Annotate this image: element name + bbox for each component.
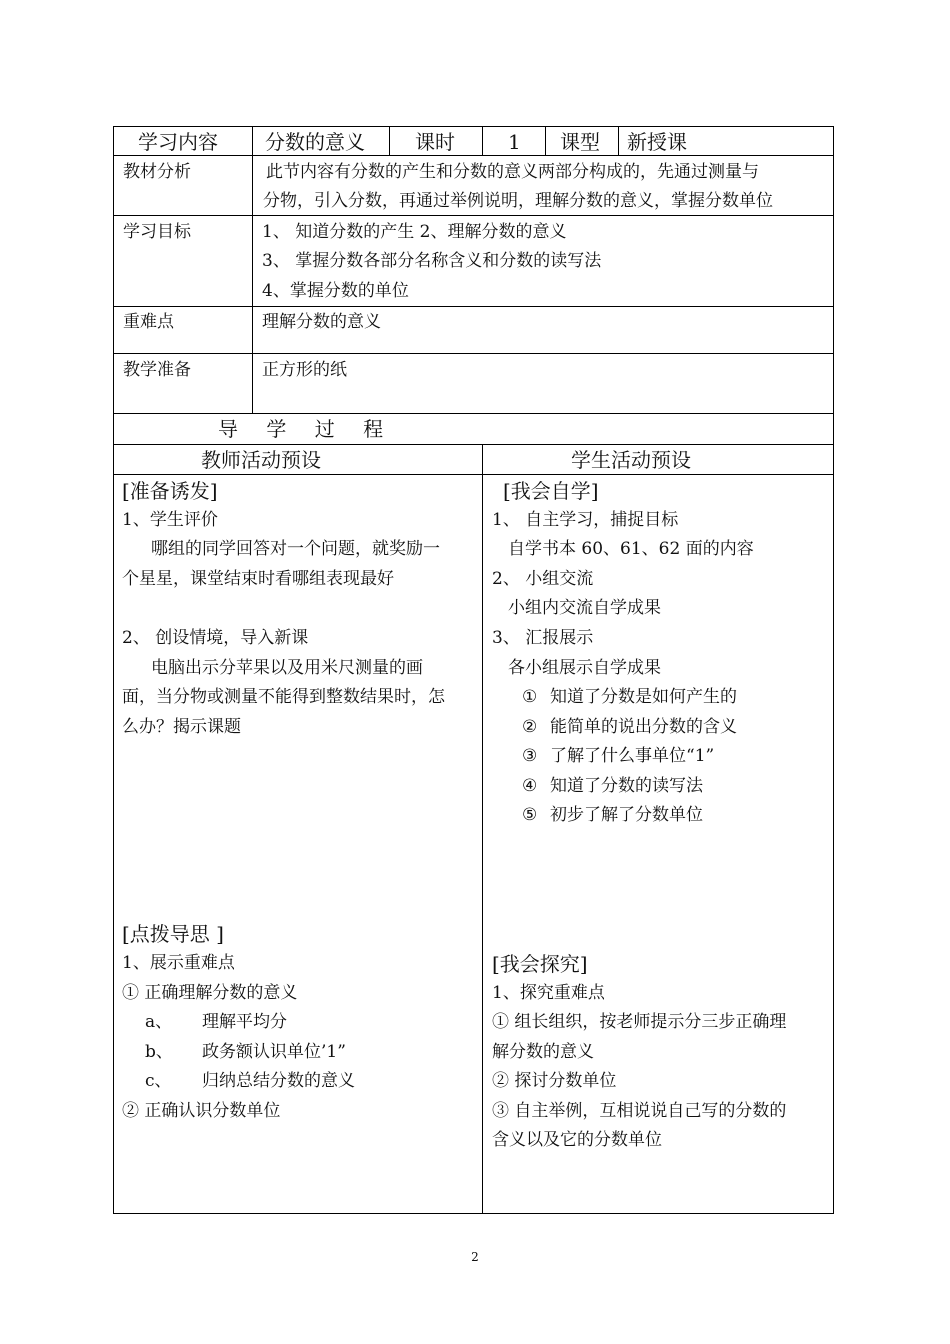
outcome-text: 初步了解了分数单位 xyxy=(550,805,703,825)
student-text: 自学书本 60、61、62 面的内容 xyxy=(508,539,754,559)
content-label: 学习内容 xyxy=(138,130,218,154)
teacher-header: 教师活动预设 xyxy=(201,448,321,472)
student-header: 学生活动预设 xyxy=(571,448,691,472)
teacher-text: 个星星，课堂结束时看哪组表现最好 xyxy=(122,569,394,589)
teacher-sub-mark: b、 xyxy=(145,1042,173,1062)
col-divider xyxy=(252,126,253,414)
teacher-text: 哪组的同学回答对一个问题，就奖励一 xyxy=(151,539,440,559)
outcome-text: 了解了什么事单位“1” xyxy=(550,746,715,766)
teacher-section1-title: [准备诱发] xyxy=(122,479,218,503)
student-text: ① 组长组织，按老师提示分三步正确理 xyxy=(492,1012,787,1032)
teacher-sub: ② 正确认识分数单位 xyxy=(122,1101,281,1121)
student-item: 2、 小组交流 xyxy=(492,569,594,589)
student-text: ③ 自主举例，互相说说自己写的分数的 xyxy=(492,1101,787,1121)
goal-line: 1、 知道分数的产生 2、理解分数的意义 xyxy=(262,222,567,242)
col-divider xyxy=(618,126,619,156)
outcome-text: 能简单的说出分数的含义 xyxy=(550,717,737,737)
teacher-sub-mark: c、 xyxy=(145,1071,172,1091)
period-label: 课时 xyxy=(415,130,455,154)
content-value: 分数的意义 xyxy=(265,130,365,154)
page-number: 2 xyxy=(471,1250,479,1264)
student-section1-title: [我会自学] xyxy=(503,479,599,503)
goal-line: 3、 掌握分数各部分名称含义和分数的读写法 xyxy=(262,251,602,271)
preparation-label: 教学准备 xyxy=(123,360,191,380)
teacher-sub-text: 政务额认识单位’1” xyxy=(202,1042,346,1062)
student-section2-title: [我会探究] xyxy=(492,952,588,976)
student-item: 1、 自主学习，捕捉目标 xyxy=(492,510,679,530)
col-divider xyxy=(545,126,546,156)
col-divider xyxy=(482,444,483,1214)
goals-label: 学习目标 xyxy=(123,222,191,242)
outcome-mark: ① xyxy=(522,687,538,707)
student-item: 3、 汇报展示 xyxy=(492,628,594,648)
row-divider xyxy=(113,444,834,445)
process-title: 导 学 过 程 xyxy=(218,417,384,441)
student-text: 小组内交流自学成果 xyxy=(508,598,661,618)
row-divider xyxy=(113,474,834,475)
teacher-text: 么办？揭示课题 xyxy=(122,717,241,737)
analysis-line: 此节内容有分数的产生和分数的意义两部分构成的，先通过测量与 xyxy=(266,162,759,182)
outcome-text: 知道了分数的读写法 xyxy=(550,776,703,796)
teacher-item: 2、 创设情境，导入新课 xyxy=(122,628,309,648)
teacher-text: 面，当分物或测量不能得到整数结果时，怎 xyxy=(122,687,445,707)
student-text: ② 探讨分数单位 xyxy=(492,1071,617,1091)
student-text: 各小组展示自学成果 xyxy=(508,658,661,678)
outcome-mark: ③ xyxy=(522,746,538,766)
goal-line: 4、掌握分数的单位 xyxy=(262,281,409,301)
teacher-sub-text: 归纳总结分数的意义 xyxy=(202,1071,355,1091)
row-divider xyxy=(113,413,834,414)
teacher-text: 电脑出示分苹果以及用米尺测量的画 xyxy=(151,658,423,678)
teacher-section2-title: [点拨导思 ] xyxy=(122,922,224,946)
key-points-label: 重难点 xyxy=(123,312,174,332)
outcome-mark: ④ xyxy=(522,776,538,796)
row-divider xyxy=(113,155,834,156)
outcome-mark: ② xyxy=(522,717,538,737)
row-divider xyxy=(113,306,834,307)
row-divider xyxy=(113,353,834,354)
analysis-label: 教材分析 xyxy=(123,162,191,182)
col-divider xyxy=(389,126,390,156)
student-text: 解分数的意义 xyxy=(492,1042,594,1062)
teacher-sub-text: 理解平均分 xyxy=(202,1012,287,1032)
outcome-mark: ⑤ xyxy=(522,805,538,825)
row-divider xyxy=(113,215,834,216)
period-value: 1 xyxy=(508,130,521,154)
teacher-item: 1、学生评价 xyxy=(122,510,218,530)
preparation-value: 正方形的纸 xyxy=(262,360,347,380)
key-points-value: 理解分数的意义 xyxy=(262,312,381,332)
col-divider xyxy=(482,126,483,156)
student-item: 1、探究重难点 xyxy=(492,983,605,1003)
teacher-sub: ① 正确理解分数的意义 xyxy=(122,983,298,1003)
type-label: 课型 xyxy=(560,130,600,154)
type-value: 新授课 xyxy=(627,130,687,154)
student-text: 含义以及它的分数单位 xyxy=(492,1130,662,1150)
teacher-sub-mark: a、 xyxy=(145,1012,173,1032)
outcome-text: 知道了分数是如何产生的 xyxy=(550,687,737,707)
analysis-line: 分物，引入分数，再通过举例说明，理解分数的意义，掌握分数单位 xyxy=(263,191,773,211)
teacher-item: 1、展示重难点 xyxy=(122,953,235,973)
